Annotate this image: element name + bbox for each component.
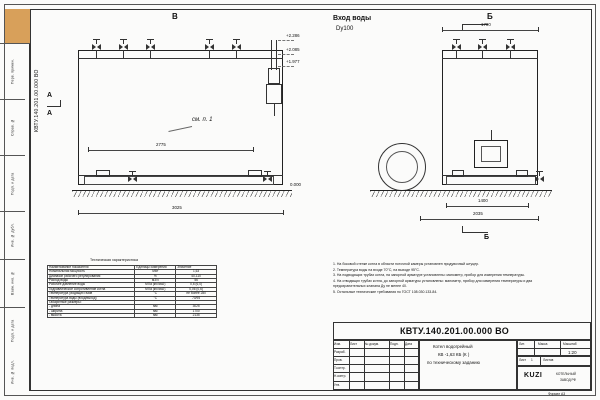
elevation-2: +2.085: [286, 47, 300, 52]
spec-caption: Техническая характеристика: [90, 258, 139, 262]
valve-side-bottom: [535, 176, 544, 182]
spec-cell: мм: [135, 305, 176, 309]
spec-header-1: Единицы измерения: [135, 266, 176, 270]
spec-cell: %: [135, 274, 176, 278]
elev-leader-1: [278, 40, 294, 41]
spec-cell: °С: [135, 296, 176, 300]
sheet-row-box: [517, 356, 591, 366]
dim-line-1700: [442, 30, 538, 31]
spec-cell: 2135: [176, 313, 217, 317]
sheet-designation-vertical: КВТУ.140.201.00.000 ВО: [34, 69, 40, 132]
valve-bottom-1: [128, 176, 137, 182]
spec-cell: 0,6 (6,0): [176, 283, 217, 287]
view-label-front: В: [172, 12, 178, 21]
company-sub2: ЗАВОД РФ: [560, 378, 577, 382]
scale-label: Масштаб: [563, 342, 577, 346]
section-line-a: [47, 106, 61, 107]
support-foot-side-2: [516, 170, 528, 177]
note-item: 4. На отводящих трубах котла, до запорной арматуры установлены: манометр, прибор для измерения температуры и два предохранительных клапана Ду не менее 40.: [333, 279, 533, 288]
col-podp: Подп.: [390, 342, 399, 346]
ground-hatch-front: [72, 191, 292, 197]
role-utv: Утв.: [334, 383, 341, 387]
base-frame-side: [446, 176, 536, 185]
boiler-side-top-band: [442, 58, 538, 59]
support-foot-side-1: [452, 170, 464, 177]
role-razrab: Разраб.: [334, 350, 346, 354]
product-line-3: по техническому заданию: [427, 360, 480, 365]
spec-header-0: Наименование показателя: [48, 266, 135, 270]
sheet-value: 1: [531, 358, 533, 362]
elevation-zero: 0.000: [290, 182, 301, 187]
spec-cell: МВт: [135, 270, 176, 274]
elevation-3: +1.977: [286, 59, 300, 64]
nozzle-stem-1: [96, 50, 97, 58]
margin-cell-5: Подп. и дата: [0, 307, 25, 353]
margin-cell-3: Инв. № дубл.: [0, 211, 25, 259]
note-item: 3. На подводящих трубах котла, на запорной арматуре установлены: манометр, прибор для измерения температуры.: [333, 273, 526, 278]
nozzle-stem-4: [209, 50, 210, 58]
elevation-1: +2.286: [286, 33, 300, 38]
spec-row: [48, 313, 217, 317]
format-note: Формат A3: [548, 392, 566, 396]
spec-cell: Рабочее давление воды: [48, 283, 135, 287]
spec-cell: Температура уходящих газов: [48, 292, 135, 296]
burner-box-inner: [481, 146, 501, 162]
spec-cell: 0,06 (0,6): [176, 287, 217, 291]
spec-cell: не более 280: [176, 292, 217, 296]
margin-cell-2: Подп. и дата: [0, 155, 25, 211]
nozzle-stem-3: [150, 50, 151, 58]
water-inlet-sub: Dу100: [336, 26, 354, 32]
margin-cell-1: Справ. №: [0, 99, 25, 155]
elev-leader-2: [278, 54, 294, 55]
spec-cell: Гидравлическое сопротивление котла: [48, 287, 135, 291]
section-mark-a-left: А: [47, 92, 53, 99]
sheets-label: Листов: [543, 358, 554, 362]
valve-bottom-2: [263, 176, 272, 182]
col-docnum: № докум.: [365, 342, 380, 346]
spec-header-2: Значение: [176, 266, 217, 270]
spec-cell: - ширина: [48, 309, 135, 313]
inlet-manifold: [266, 84, 282, 104]
role-prov: Пров.: [334, 358, 343, 362]
spec-cell: м3/ч: [135, 279, 176, 283]
spec-cell: 70/95: [176, 296, 217, 300]
spec-cell: мм: [135, 313, 176, 317]
dim-1700: 1700: [481, 22, 491, 27]
scale-value: 1:20: [568, 350, 577, 355]
tech-spec-table: [47, 265, 217, 318]
col-data: Дата: [405, 342, 413, 346]
spec-cell: 1700: [176, 309, 217, 313]
spec-cell: 3025: [176, 305, 217, 309]
elev-leader-3: [278, 66, 294, 67]
spec-cell: мм: [135, 309, 176, 313]
company-sub1: КОТЕЛЬНЫЙ: [556, 372, 576, 376]
spec-cell: 40-110: [176, 274, 217, 278]
nozzle-stem-2: [123, 50, 124, 58]
role-nkontr: Н.контр.: [334, 374, 347, 378]
company-logo: KUZI: [524, 372, 543, 379]
inlet-pipe-left: [271, 40, 272, 70]
spec-cell: МПа (кгс/см2): [135, 287, 176, 291]
spec-cell: Температура воды (вход/выход): [48, 296, 135, 300]
spec-cell: 1,63: [176, 270, 217, 274]
spec-cell: Номинальная мощность: [48, 270, 135, 274]
section-arrow-b-bottom: [462, 226, 463, 233]
note-item: 1. На боковой стенке котла в области поточной камеры установлен продувочный штуцер.: [333, 262, 480, 266]
technical-notes: [333, 262, 548, 295]
lit-label: Лит.: [519, 342, 525, 346]
spec-cell: Габаритные размеры:: [48, 300, 135, 304]
spec-cell: °С: [135, 292, 176, 296]
nozzle-stem-5: [236, 50, 237, 58]
dim-line-2775: [88, 150, 253, 151]
boiler-top-band: [78, 58, 283, 59]
product-line-2: КВ -1,63 КБ (К ): [438, 352, 470, 357]
boiler-body-front: [78, 50, 283, 185]
note-see-item-label: см. п. 1: [192, 117, 213, 123]
role-tkontr: Т.контр.: [334, 366, 346, 370]
mass-label: Масса: [538, 342, 548, 346]
dim-line-2035: [420, 219, 538, 220]
inlet-pipe-right: [276, 40, 277, 70]
note-item: 5. Остальные технические требования по ГОСТ 108.030.133-84.: [333, 289, 438, 294]
spec-cell: - длина: [48, 305, 135, 309]
section-line-b-bottom: [462, 232, 488, 233]
orange-swatch: [5, 9, 30, 44]
view-label-side: Б: [487, 12, 493, 21]
dim-line-3025: [78, 213, 283, 214]
dim-2035: 2035: [473, 211, 483, 216]
boiler-base-frame: [84, 176, 274, 185]
burner-circle-inner: [386, 151, 418, 183]
spec-cell: Диапазон рабочего регулирования: [48, 274, 135, 278]
product-line-1: Котел водогрейный: [433, 344, 473, 349]
margin-cell-4: Взам. инв. №: [0, 259, 25, 307]
margin-cell-0: Перв. примен.: [0, 43, 25, 99]
inlet-downpipe: [274, 104, 275, 116]
designation-text: КВТУ.140.201.00.000 ВО: [400, 326, 510, 336]
section-mark-b-bottom: Б: [484, 234, 490, 241]
dim-1400: 1400: [478, 198, 488, 203]
dim-3025: 3025: [172, 205, 182, 210]
sheet-label: Лист: [519, 358, 526, 362]
dim-line-1400: [446, 206, 528, 207]
spec-cell: 56: [176, 279, 217, 283]
margin-cell-6: Инв. № подл.: [10, 360, 15, 384]
spec-cell: - высота: [48, 313, 135, 317]
dim-2775: 2775: [156, 142, 166, 147]
section-arrow-a: [60, 100, 61, 107]
water-inlet-title: Вход воды: [333, 15, 372, 22]
support-foot-1: [96, 170, 110, 177]
note-item: 2. Температура воды на входе 70°С, на выходе 95°С.: [333, 267, 420, 272]
section-mark-a-bottom: А: [47, 110, 53, 117]
col-list: Лист: [350, 342, 357, 346]
spec-cell: Расход воды: [48, 279, 135, 283]
support-foot-2: [248, 170, 262, 177]
burner-stack: [491, 130, 492, 140]
inlet-flange-box: [268, 68, 280, 84]
spec-cell: МПа (кгс/см2): [135, 283, 176, 287]
col-izm: Изм.: [334, 342, 341, 346]
ground-hatch-side: [370, 191, 552, 197]
